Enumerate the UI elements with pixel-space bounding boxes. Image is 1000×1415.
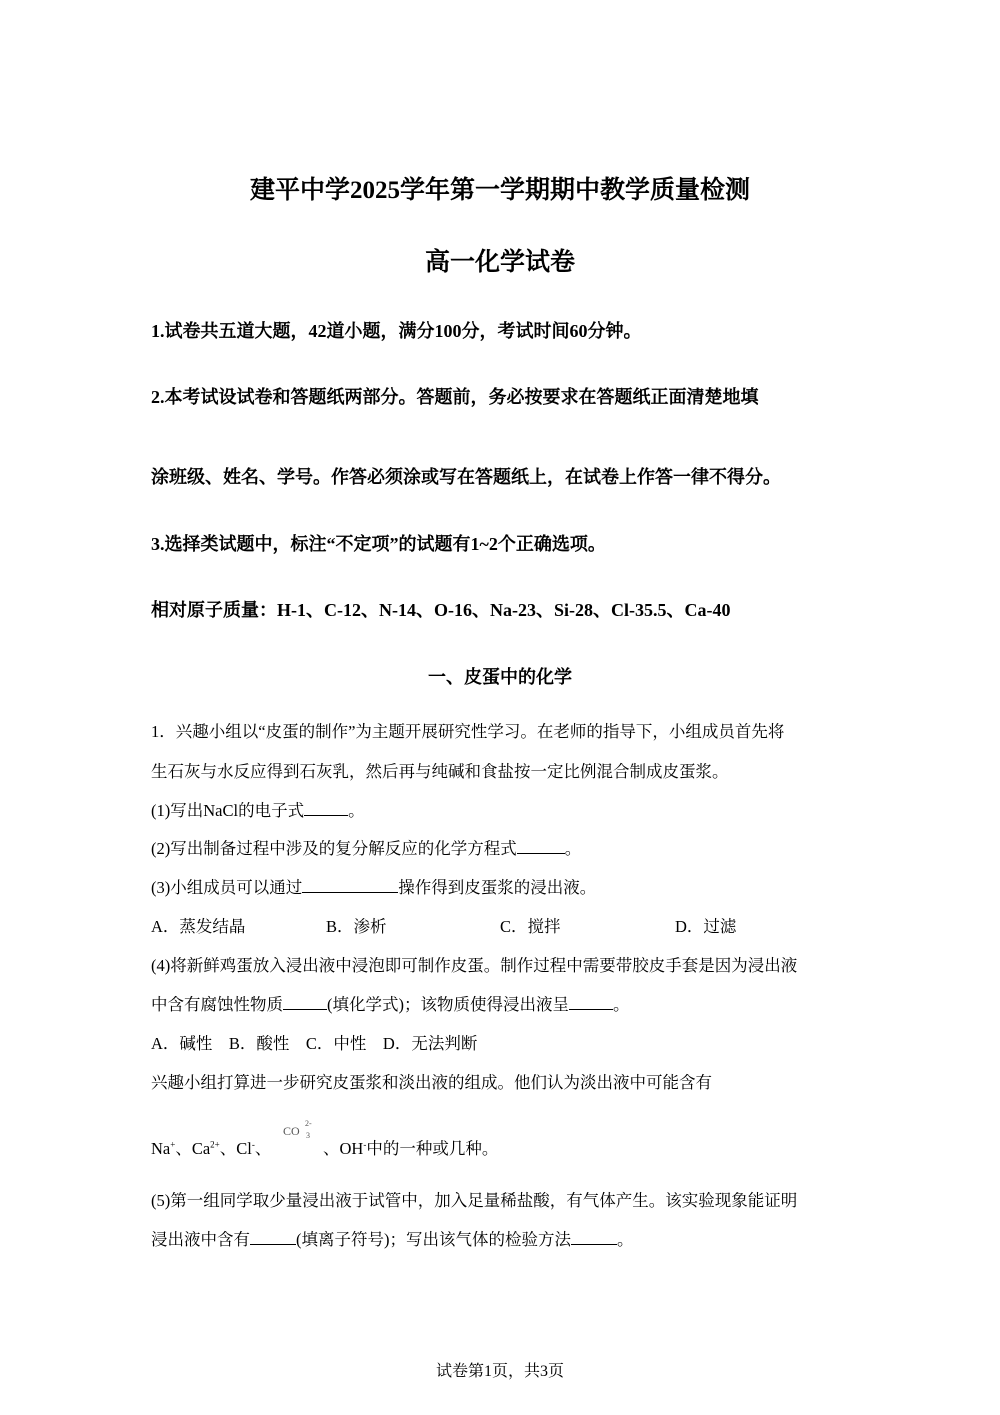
answer-blank[interactable] (302, 891, 398, 893)
q1-part-4b-text: 中含有腐蚀性物质 (151, 995, 283, 1014)
answer-blank[interactable] (304, 814, 348, 816)
q1-intro-a: 1．兴趣小组以“皮蛋的制作”为主题开展研究性学习。在老师的指导下，小组成员首先将 (151, 722, 785, 741)
q1-part-4-options[interactable]: A．碱性 B．酸性 C．中性 D．无法判断 (151, 1034, 478, 1053)
atomic-mass: 相对原子质量：H-1、C-12、N-14、O-16、Na-23、Si-28、Cl-35.5、Ca-40 (151, 600, 731, 620)
exam-title: 建平中学2025学年第一学期期中教学质量检测 (249, 177, 750, 204)
option-c[interactable]: C．搅拌 (500, 917, 561, 936)
option-d[interactable]: D．过滤 (675, 917, 737, 936)
answer-blank[interactable] (571, 1243, 617, 1245)
q1-part-1-text: (1)写出NaCl的电子式 (151, 801, 305, 820)
ion-list: Na+、$Ca^{2+}$、Cl-、 (151, 1139, 272, 1158)
q1-part-5a: (5)第一组同学取少量浸出液于试管中，加入足量稀盐酸，有气体产生。该实验现象能证明 (151, 1191, 798, 1210)
q1-intro-b: 生石灰与水反应得到石灰乳，然后再与纯碱和食盐按一定比例混合制成皮蛋浆。 (151, 762, 729, 781)
q1-part-2-text: (2)写出制备过程中涉及的复分解反应的化学方程式 (151, 839, 517, 858)
ion-na: Na+ (151, 1139, 176, 1158)
ion-ca: $Ca^{2+}$ (191, 1139, 220, 1158)
ion-list-tail: 、OH-中的一种或几种。 (323, 1139, 499, 1158)
ion-cl: Cl- (236, 1139, 255, 1158)
q1-part-4a: (4)将新鲜鸡蛋放入浸出液中浸泡即可制作皮蛋。制作过程中需要带胶皮手套是因为浸出液 (151, 956, 798, 975)
answer-blank[interactable] (250, 1243, 296, 1245)
q1-part-4b (151, 991, 630, 1015)
instruction-2a: 2.本考试设试卷和答题纸两部分。答题前，务必按要求在答题纸正面清楚地填 (151, 387, 759, 407)
page-footer: 试卷第1页，共3页 (435, 1363, 564, 1380)
answer-blank[interactable] (517, 852, 565, 854)
option-a[interactable]: A．蒸发结晶 (151, 917, 246, 936)
study-intro: 兴趣小组打算进一步研究皮蛋浆和淡出液的组成。他们认为淡出液中可能含有 (151, 1073, 712, 1092)
instruction-3: 3.选择类试题中，标注“不定项”的试题有1~2个正确选项。 (151, 534, 606, 554)
q1-part-1-end: 。 (348, 801, 365, 820)
q1-part-3-end: 操作得到皮蛋浆的浸出液。 (398, 878, 597, 897)
option-b[interactable]: B．渗析 (326, 917, 387, 936)
q1-part-5b (151, 1226, 634, 1250)
answer-blank[interactable] (283, 1008, 327, 1010)
q1-part-5b-text: 浸出液中含有 (151, 1230, 250, 1249)
q1-part-5b-mid: (填离子符号)；写出该气体的检验方法 (296, 1230, 571, 1249)
q1-part-4b-mid: (填化学式)；该物质使得浸出液呈 (327, 995, 569, 1014)
instruction-2b: 涂班级、姓名、学号。作答必须涂或写在答题纸上，在试卷上作答一律不得分。 (151, 467, 781, 487)
answer-blank[interactable] (569, 1008, 613, 1010)
q1-part-3-text: (3)小组成员可以通过 (151, 878, 303, 897)
q1-part-2 (151, 835, 581, 859)
q1-part-5b-end: 。 (617, 1230, 634, 1249)
instruction-1: 1.试卷共五道大题，42道小题，满分100分，考试时间60分钟。 (151, 321, 642, 341)
q1-part-1 (151, 797, 365, 821)
section-heading: 一、皮蛋中的化学 (428, 667, 572, 687)
ion-carbonate: CO 2- 3 (283, 1119, 312, 1140)
q1-part-4b-end: 。 (613, 995, 630, 1014)
q1-part-3 (151, 874, 596, 898)
q1-part-2-end: 。 (564, 839, 582, 858)
ion-oh: OH- (339, 1139, 367, 1158)
exam-subtitle: 高一化学试卷 (424, 249, 575, 276)
